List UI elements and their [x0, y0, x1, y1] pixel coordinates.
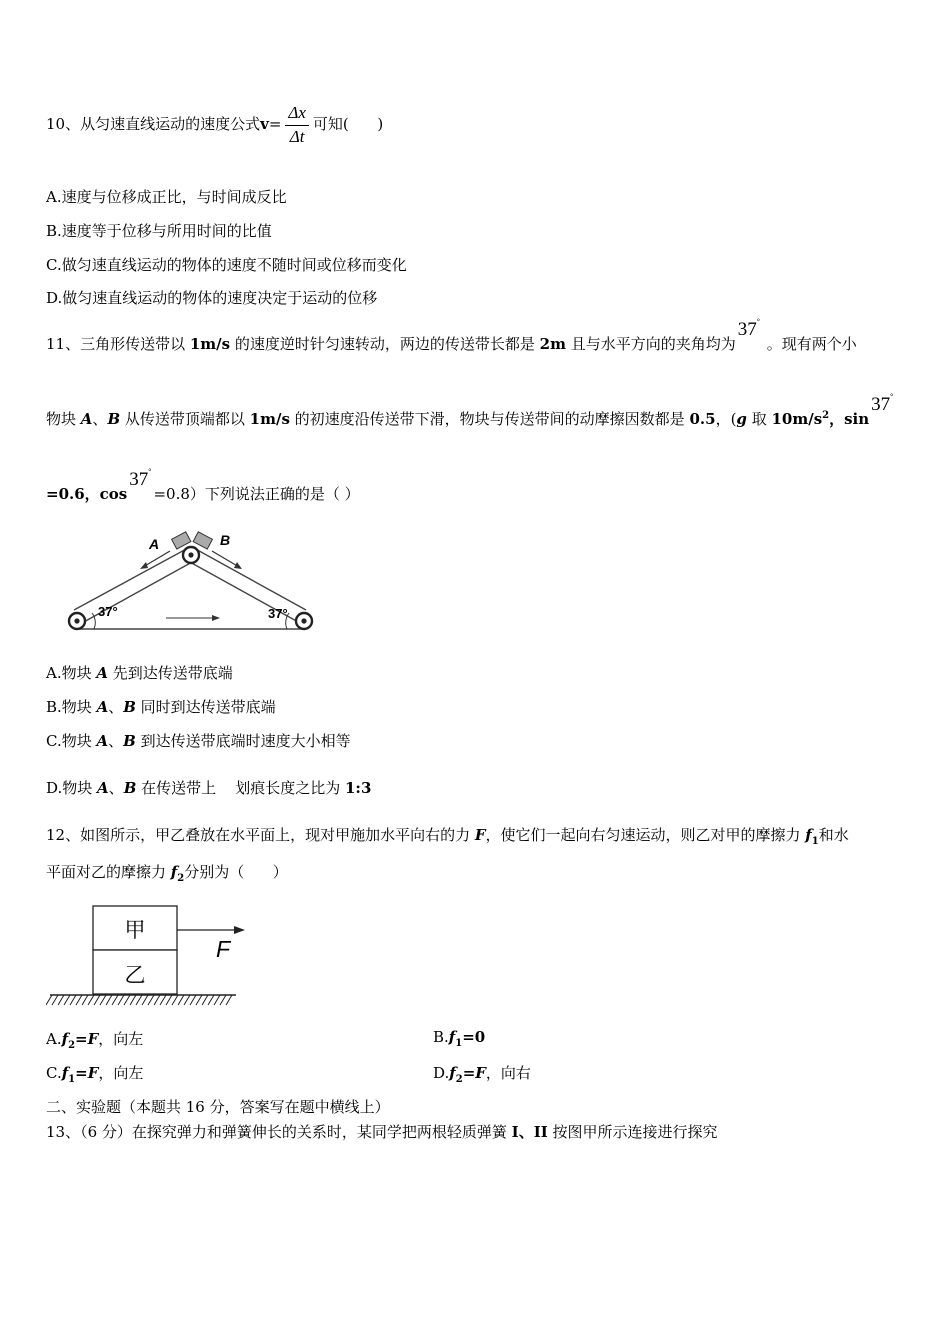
angle-37: 37°: [737, 317, 760, 340]
q12-line1: 12、如图所示，甲乙叠放在水平面上，现对甲施加水平向右的力 F，使它们一起向右匀速运动，则乙对甲的摩擦力 $f_1$和水: [46, 826, 849, 847]
hatch-mark: [166, 995, 172, 1005]
conveyor-figure: [60, 525, 330, 640]
block-b: [193, 532, 212, 549]
hatch-mark: [148, 995, 154, 1005]
hatch-mark: [208, 995, 214, 1005]
q10-option-a: A.速度与位移成正比，与时间成反比: [46, 188, 287, 206]
hatch-mark: [76, 995, 82, 1005]
hatch-mark: [136, 995, 142, 1005]
hatch-mark: [190, 995, 196, 1005]
hatch-mark: [202, 995, 208, 1005]
q11-option-c: C.物块 A、B 到达传送带底端时速度大小相等: [46, 732, 351, 750]
q11-line1: 11、三角形传送带以 1m/s 的速度逆时针匀速转动，两边的传送带长都是 2m 且与水平方向的夹角均为37° 。现有两个小: [46, 317, 857, 353]
q11-line3: =0.6，cos37°=0.8）下列说法正确的是（ ）: [46, 467, 360, 503]
section-heading: 二、实验题（本题共 16 分，答案写在题中横线上）: [46, 1098, 390, 1116]
hatch-mark: [88, 995, 94, 1005]
hatch-mark: [142, 995, 148, 1005]
hatch-mark: [184, 995, 190, 1005]
hatch-mark: [94, 995, 100, 1005]
q10-option-b: B.速度等于位移与所用时间的比值: [46, 222, 272, 240]
angle-37: 37°: [129, 467, 152, 490]
hatch-mark: [172, 995, 178, 1005]
ground-hatching: [46, 995, 232, 1005]
angle-37: 37°: [871, 392, 894, 415]
q11-option-d: D.物块 A、B 在传送带上 划痕长度之比为 1:3: [46, 779, 372, 797]
hatch-mark: [124, 995, 130, 1005]
block-jia-label: 甲: [124, 919, 146, 942]
hatch-mark: [58, 995, 64, 1005]
angle-left: 37°: [98, 604, 118, 619]
hatch-mark: [226, 995, 232, 1005]
hatch-mark: [46, 995, 52, 1005]
block-yi-label: 乙: [124, 964, 146, 987]
hatch-mark: [220, 995, 226, 1005]
q10-option-d: D.做匀速直线运动的物体的速度决定于运动的位移: [46, 289, 378, 307]
hatch-mark: [118, 995, 124, 1005]
hatch-mark: [70, 995, 76, 1005]
hatch-mark: [106, 995, 112, 1005]
hatch-mark: [154, 995, 160, 1005]
blocks-figure: [46, 900, 251, 1012]
velocity-fraction: $\frac{\Delta x}{\Delta t}$: [285, 104, 309, 146]
hatch-mark: [196, 995, 202, 1005]
q10-option-c: C.做匀速直线运动的物体的速度不随时间或位移而变化: [46, 256, 407, 274]
hatch-mark: [82, 995, 88, 1005]
q12-line2: 平面对乙的摩擦力 $f_2$分别为（ ）: [46, 863, 288, 884]
q12-option-a: $A.f_2=F$，向左: [46, 1030, 144, 1051]
hatch-mark: [100, 995, 106, 1005]
hatch-mark: [130, 995, 136, 1005]
arrow-b: [212, 551, 239, 567]
q11-option-b: B.物块 A、B 同时到达传送带底端: [46, 698, 276, 716]
hatch-mark: [178, 995, 184, 1005]
q10-stem: 10、从匀速直线运动的速度公式v= $\frac{\Delta x}{\Delta t}$ 可知( ): [46, 103, 384, 146]
force-label: F: [216, 936, 231, 962]
q12-option-d: $D.f_2=F$，向右: [433, 1064, 531, 1085]
angle-right: 37°: [268, 606, 288, 621]
label-b: B: [220, 532, 231, 548]
hatch-mark: [52, 995, 58, 1005]
hatch-mark: [64, 995, 70, 1005]
q12-option-b: $B.f_1=0$: [433, 1028, 486, 1049]
q11-line2: 物块 A、B 从传送带顶端都以 1m/s 的初速度沿传送带下滑，物块与传送带间的动摩擦因数都是 0.5，(g 取 $10m/s^2$，sin37°: [46, 392, 894, 428]
hatch-mark: [112, 995, 118, 1005]
hatch-mark: [214, 995, 220, 1005]
q11-option-a: A.物块 A 先到达传送带底端: [46, 664, 233, 682]
q13-stem: 13、（6 分）在探究弹力和弹簧伸长的关系时，某同学把两根轻质弹簧 I、II 按图甲所示连接进行探究: [46, 1123, 718, 1141]
label-a: A: [149, 536, 160, 552]
hatch-mark: [160, 995, 166, 1005]
q12-option-c: $C.f_1=F$，向左: [46, 1064, 144, 1085]
